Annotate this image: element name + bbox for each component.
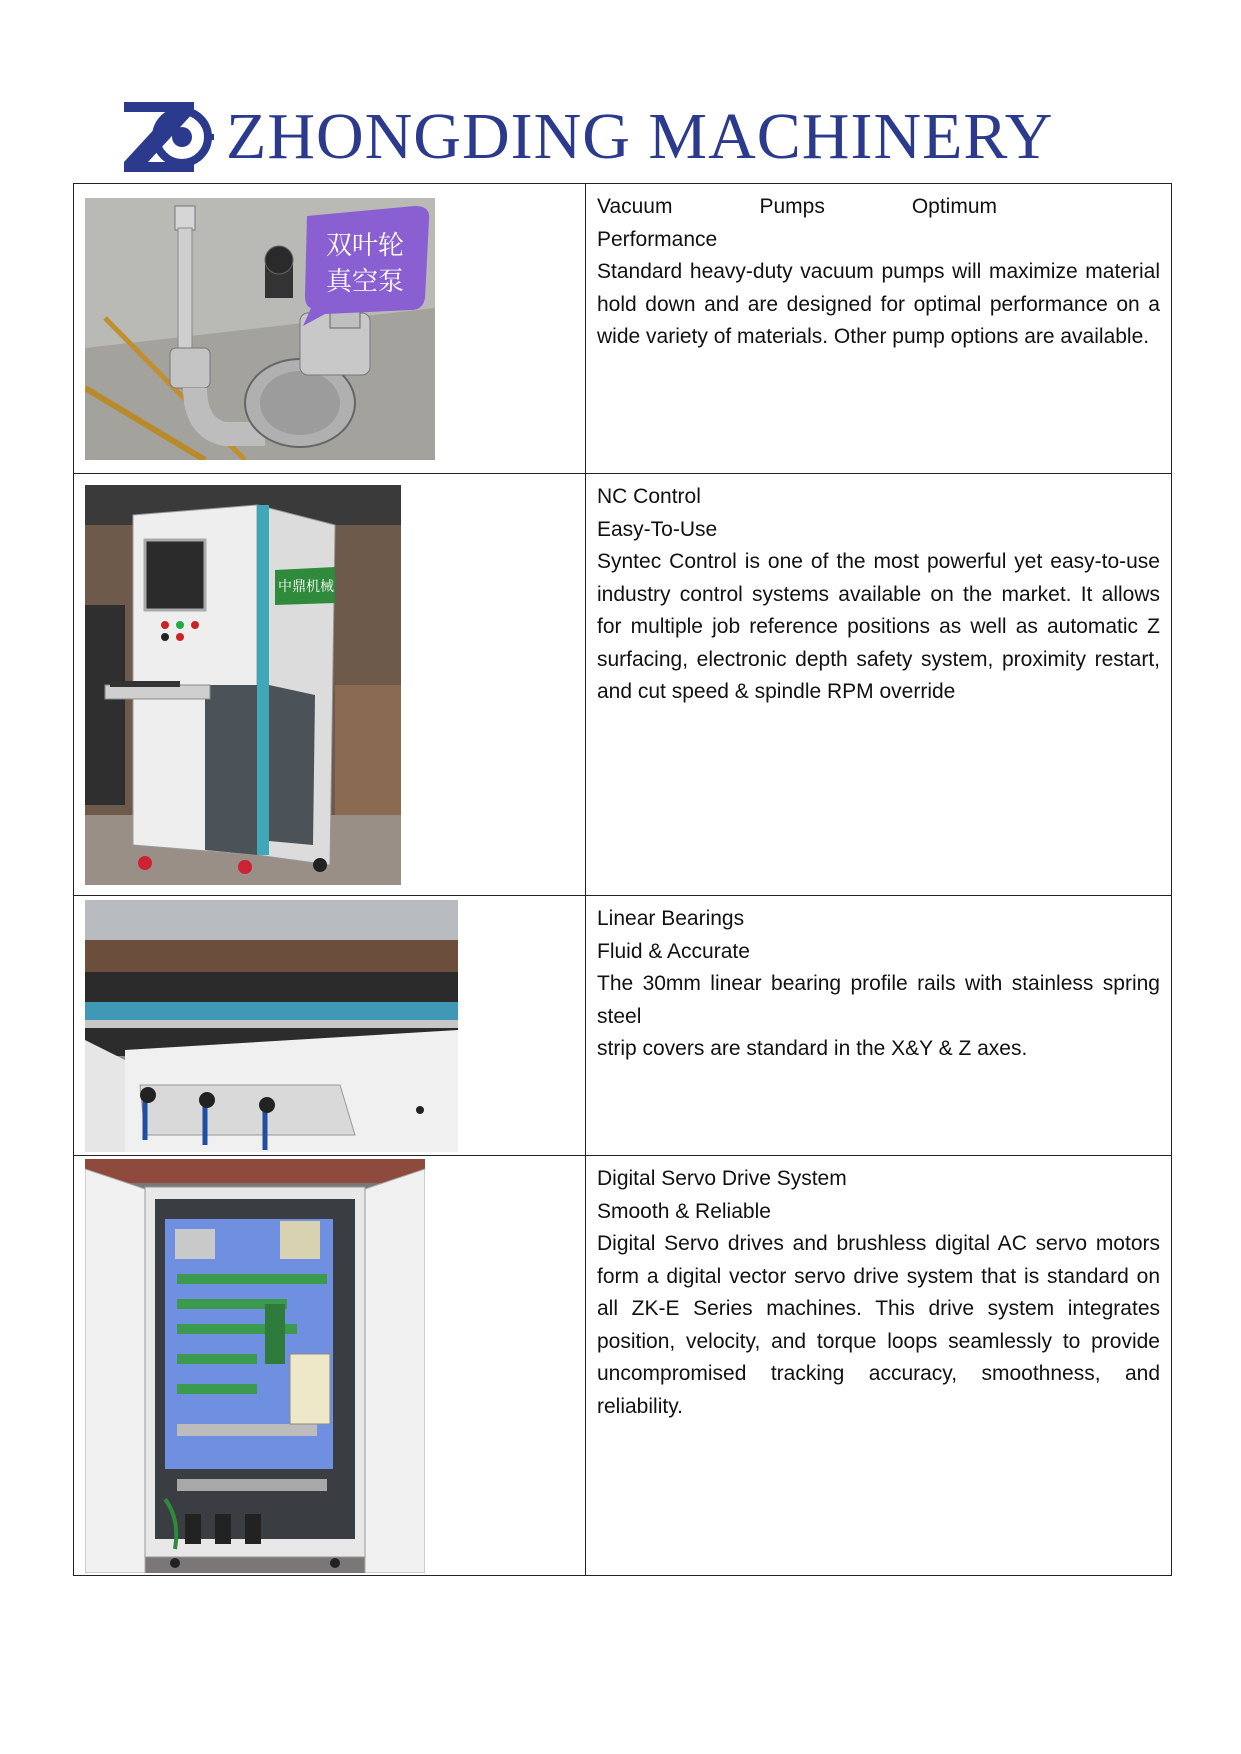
title-word: Pumps (759, 195, 825, 218)
features-table (73, 183, 1172, 1576)
feature-subtitle: Fluid & Accurate (597, 939, 750, 963)
brand-name: ZHONGDING MACHINERY (226, 100, 1054, 173)
vacuum-pump-photo (85, 198, 435, 460)
servo-drive-cabinet-photo (85, 1159, 425, 1573)
feature-title: NC Control (597, 485, 701, 508)
image-cell (74, 184, 586, 474)
table-row-linear-bearings (74, 896, 1172, 1156)
text-cell (586, 474, 1172, 896)
image-label-line2: 真空泵 (325, 267, 405, 297)
feature-description-line2: strip covers are standard in the X&Y & Z axes. (597, 1037, 1028, 1060)
zhongding-logo-icon (120, 96, 216, 178)
table-row-nc-control (74, 474, 1172, 896)
feature-title: Linear Bearings (597, 907, 745, 930)
feature-description: Syntec Control is one of the most powerful yet easy-to-use industry control systems available on the market. It allows for multiple job reference positions as well as automatic Z surfacing, electronic depth safety system, proximity restart, and cut speed & spindle RPM override (597, 550, 1160, 703)
title-word: Optimum (911, 195, 997, 218)
feature-subtitle: Easy-To-Use (597, 517, 718, 541)
feature-description-line1: The 30mm linear bearing profile rails with stainless spring steel (597, 972, 1160, 1028)
linear-bearings-photo (85, 900, 458, 1152)
text-cell (586, 1156, 1172, 1576)
feature-title (597, 191, 997, 224)
text-cell (586, 896, 1172, 1156)
table-row-vacuum-pumps (74, 184, 1172, 474)
image-label-line1: 双叶轮 (325, 231, 405, 261)
image-cell (74, 896, 586, 1156)
feature-title: Digital Servo Drive System (597, 1167, 847, 1190)
image-cell (74, 474, 586, 896)
feature-description: Standard heavy-duty vacuum pumps will maximize material hold down and are designed for optimal performance on a wide variety of materials. Other pump options are available. (597, 260, 1160, 348)
nc-control-cabinet-photo (85, 485, 401, 885)
cabinet-brand-label: 中鼎机械 (278, 579, 334, 595)
feature-description: Digital Servo drives and brushless digital AC servo motors form a digital vector servo drive system that is standard on all ZK-E Series machines. This drive system integrates position, velocity, and torque loops seamlessly to provide uncompromised tracking accuracy, smoothness, and reliability. (597, 1232, 1160, 1418)
feature-subtitle: Smooth & Reliable (597, 1199, 771, 1223)
table-row-servo-drive (74, 1156, 1172, 1576)
text-cell (586, 184, 1172, 474)
title-word: Vacuum (597, 195, 673, 218)
image-cell (74, 1156, 586, 1576)
feature-title-continued: Performance (597, 227, 718, 251)
page-header (120, 96, 1120, 178)
